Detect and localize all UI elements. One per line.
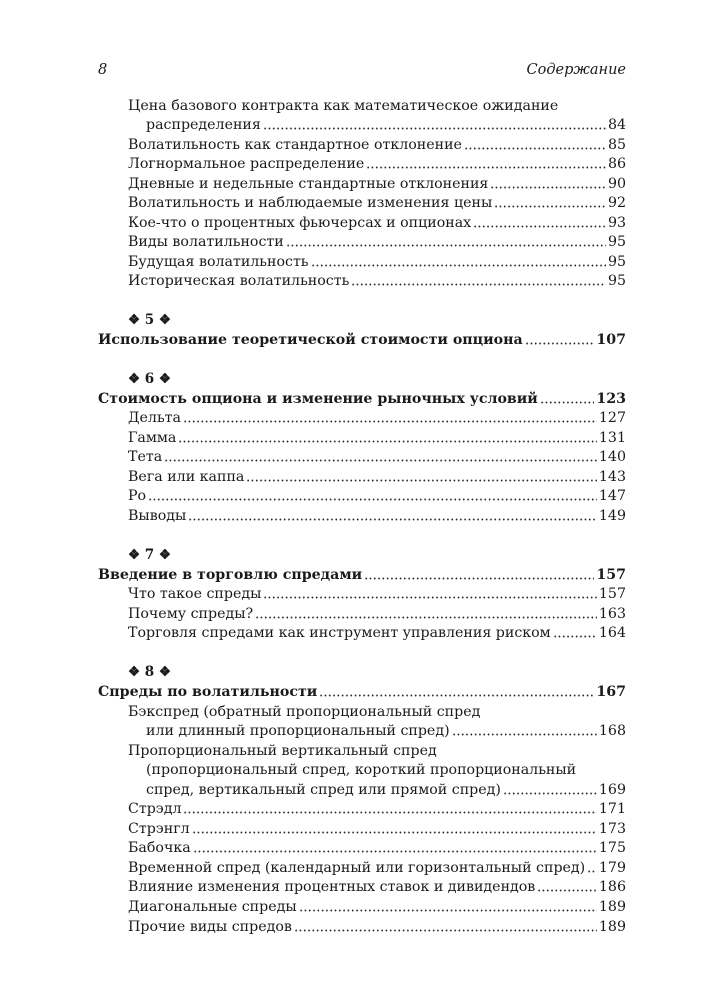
toc-entry bbox=[98, 878, 626, 898]
running-title: Содержание bbox=[526, 62, 626, 78]
toc-entry bbox=[98, 839, 626, 859]
dot-leader bbox=[294, 929, 597, 932]
entry-title: Использование теоретической стоимости опциона bbox=[98, 332, 523, 349]
toc-chapter-entry bbox=[98, 331, 626, 351]
toc-entry bbox=[98, 858, 626, 878]
entry-title: Временной спред (календарный или горизонтальный спред) bbox=[128, 859, 586, 876]
dot-leader bbox=[286, 244, 606, 247]
page-ref: 147 bbox=[598, 488, 626, 505]
page-ref: 164 bbox=[598, 625, 626, 642]
entry-title: Стоимость опциона и изменение рыночных условий bbox=[98, 390, 538, 407]
entry-title: Введение в торговлю спредами bbox=[98, 566, 363, 583]
dot-leader bbox=[178, 440, 597, 443]
entry-title: (пропорциональный спред, короткий пропорциональный bbox=[146, 762, 577, 779]
entry-title: Ро bbox=[128, 488, 147, 505]
dot-leader bbox=[183, 420, 597, 423]
dot-leader bbox=[183, 811, 596, 814]
toc-entry bbox=[98, 780, 626, 800]
entry-title: Цена базового контракта как математическое ожидание bbox=[128, 97, 559, 114]
toc-entry bbox=[98, 428, 626, 448]
toc-entry-text bbox=[98, 761, 626, 781]
page-ref: 140 bbox=[598, 449, 626, 466]
page-ref: 84 bbox=[607, 117, 626, 134]
entry-title: Стрэдл bbox=[128, 801, 182, 818]
page-ref: 86 bbox=[607, 156, 626, 173]
running-header bbox=[98, 62, 626, 82]
page-ref: 173 bbox=[598, 820, 626, 837]
toc-entry bbox=[98, 722, 626, 742]
chapter-number: ❖ 7 ❖ bbox=[128, 546, 171, 563]
entry-title: Что такое спреды bbox=[128, 586, 262, 603]
page-ref: 157 bbox=[596, 566, 626, 583]
chapter-number: ❖ 6 ❖ bbox=[128, 370, 171, 387]
page-number: 8 bbox=[98, 62, 108, 78]
toc-entry bbox=[98, 174, 626, 194]
dot-leader bbox=[311, 264, 606, 267]
toc-entry bbox=[98, 135, 626, 155]
entry-title: Волатильность как стандартное отклонение bbox=[128, 136, 462, 153]
toc-entry bbox=[98, 409, 626, 429]
entry-title: Бэкспред (обратный пропорциональный спред bbox=[128, 703, 481, 720]
dot-leader bbox=[364, 577, 594, 580]
dot-leader bbox=[263, 127, 606, 130]
entry-title: или длинный пропорциональный спред) bbox=[146, 723, 450, 740]
toc-entry bbox=[98, 604, 626, 624]
page-ref: 167 bbox=[596, 683, 626, 700]
entry-title: Тета bbox=[128, 449, 163, 466]
toc-chapter-entry bbox=[98, 682, 626, 702]
table-of-contents bbox=[98, 96, 626, 937]
dot-leader bbox=[473, 225, 606, 228]
entry-title: Логнормальное распределение bbox=[128, 156, 365, 173]
page-ref: 168 bbox=[598, 723, 626, 740]
entry-title: Влияние изменения процентных ставок и дивидендов bbox=[128, 879, 536, 896]
dot-leader bbox=[193, 850, 597, 853]
page-ref: 95 bbox=[607, 273, 626, 290]
toc-entry bbox=[98, 624, 626, 644]
dot-leader bbox=[263, 596, 597, 599]
entry-title: Стрэнгл bbox=[128, 820, 190, 837]
entry-title: Дельта bbox=[128, 410, 181, 427]
dot-leader bbox=[553, 635, 597, 638]
page-ref: 131 bbox=[598, 429, 626, 446]
page-ref: 149 bbox=[598, 508, 626, 525]
dot-leader bbox=[537, 889, 597, 892]
page-ref: 169 bbox=[598, 781, 626, 798]
dot-leader bbox=[540, 401, 595, 404]
page-ref: 157 bbox=[598, 586, 626, 603]
spacer bbox=[98, 526, 626, 546]
toc-chapter-entry bbox=[98, 565, 626, 585]
spacer bbox=[98, 291, 626, 311]
page-ref: 92 bbox=[607, 195, 626, 212]
dot-leader bbox=[148, 498, 597, 501]
entry-title: Будущая волатильность bbox=[128, 253, 309, 270]
page-ref: 189 bbox=[598, 898, 626, 915]
toc-entry bbox=[98, 272, 626, 292]
page-ref: 123 bbox=[596, 390, 626, 407]
toc-entry bbox=[98, 897, 626, 917]
toc-entry-text bbox=[98, 702, 626, 722]
page-ref: 175 bbox=[598, 840, 626, 857]
spacer bbox=[98, 643, 626, 663]
entry-title: Дневные и недельные стандартные отклонения bbox=[128, 175, 489, 192]
entry-title: Пропорциональный вертикальный спред bbox=[128, 742, 437, 759]
page-ref: 171 bbox=[598, 801, 626, 818]
toc-entry bbox=[98, 252, 626, 272]
chapter-number: ❖ 5 ❖ bbox=[128, 312, 171, 329]
spacer bbox=[98, 350, 626, 370]
toc-entry bbox=[98, 213, 626, 233]
entry-title: Почему спреды? bbox=[128, 605, 254, 622]
page-ref: 179 bbox=[598, 859, 626, 876]
entry-title: Историческая волатильность bbox=[128, 273, 350, 290]
dot-leader bbox=[164, 459, 597, 462]
toc-entry bbox=[98, 155, 626, 175]
dot-leader bbox=[587, 870, 597, 873]
toc-entry bbox=[98, 467, 626, 487]
dot-leader bbox=[299, 909, 597, 912]
dot-leader bbox=[255, 616, 597, 619]
dot-leader bbox=[246, 479, 597, 482]
entry-title: Гамма bbox=[128, 429, 177, 446]
toc-entry bbox=[98, 487, 626, 507]
toc-entry bbox=[98, 585, 626, 605]
dot-leader bbox=[366, 166, 606, 169]
entry-title: Торговля спредами как инструмент управления риском bbox=[128, 625, 551, 642]
dot-leader bbox=[503, 792, 597, 795]
entry-title: Кое-что о процентных фьючерсах и опционах bbox=[128, 214, 472, 231]
entry-title: Спреды по волатильности bbox=[98, 683, 318, 700]
page-ref: 95 bbox=[607, 234, 626, 251]
entry-title: Прочие виды спредов bbox=[128, 918, 292, 935]
dot-leader bbox=[192, 831, 597, 834]
page-ref: 163 bbox=[598, 605, 626, 622]
toc-entry bbox=[98, 116, 626, 136]
dot-leader bbox=[494, 205, 606, 208]
entry-title: спред, вертикальный спред или прямой спред) bbox=[146, 781, 501, 798]
entry-title: Виды волатильности bbox=[128, 234, 284, 251]
dot-leader bbox=[464, 147, 606, 150]
page-ref: 143 bbox=[598, 468, 626, 485]
entry-title: Бабочка bbox=[128, 840, 191, 857]
toc-entry bbox=[98, 917, 626, 937]
toc-entry-text bbox=[98, 96, 626, 116]
page-ref: 127 bbox=[598, 410, 626, 427]
dot-leader bbox=[188, 518, 597, 521]
page-ref: 186 bbox=[598, 879, 626, 896]
entry-title: Волатильность и наблюдаемые изменения цены bbox=[128, 195, 493, 212]
entry-title: распределения bbox=[146, 117, 261, 134]
dot-leader bbox=[490, 186, 606, 189]
toc-entry bbox=[98, 233, 626, 253]
page-ref: 189 bbox=[598, 918, 626, 935]
toc-entry bbox=[98, 800, 626, 820]
toc-entry-text bbox=[98, 741, 626, 761]
toc-entry bbox=[98, 194, 626, 214]
page-ref: 93 bbox=[607, 214, 626, 231]
chapter-number: ❖ 8 ❖ bbox=[128, 663, 171, 680]
dot-leader bbox=[452, 733, 597, 736]
entry-title: Выводы bbox=[128, 508, 187, 525]
page-ref: 95 bbox=[607, 253, 626, 270]
entry-title: Вега или каппа bbox=[128, 468, 245, 485]
dot-leader bbox=[351, 283, 606, 286]
page-ref: 85 bbox=[607, 136, 626, 153]
toc-chapter-entry bbox=[98, 389, 626, 409]
page-ref: 107 bbox=[596, 332, 626, 349]
toc-entry bbox=[98, 819, 626, 839]
toc-entry bbox=[98, 448, 626, 468]
page-ref: 90 bbox=[607, 175, 626, 192]
dot-leader bbox=[319, 694, 594, 697]
dot-leader bbox=[525, 342, 595, 345]
entry-title: Диагональные спреды bbox=[128, 898, 297, 915]
toc-entry bbox=[98, 506, 626, 526]
